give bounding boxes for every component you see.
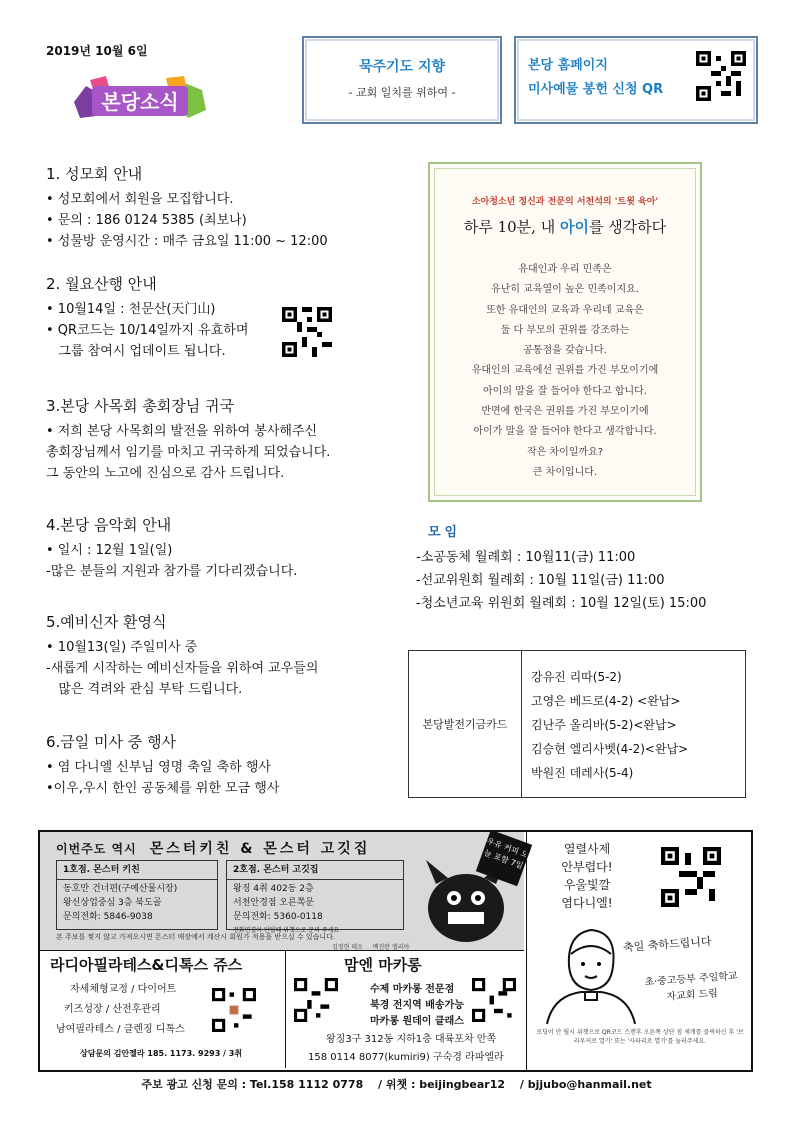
list-item: 강유진 리따(5-2) [531, 670, 622, 684]
parenting-title: 하루 10분, 내 아이를 생각하다 [463, 218, 667, 236]
section-line: • 염 다니엘 신부님 영명 축일 축하 행사 [46, 760, 271, 775]
promo-badge: 우유 커피 오늘 포함 7일 [476, 830, 532, 886]
section-title: 4.본당 음악회 안내 [46, 516, 172, 534]
feast-greeting-from: 초·중고등부 주일학교 자교회 드림 [644, 970, 738, 1003]
ad-footer: 본 주보를 찢지 않고 가져오시면 몬스터 매장에서 계산시 회원가 적용을 받으실 수 있습니다. [56, 933, 336, 941]
list-item: 김승현 엘리사벳(4-2)<완납> [531, 742, 689, 756]
homepage-qr-line2: 미사예물 봉헌 신청 QR [528, 82, 664, 97]
homepage-qr-line1: 본당 홈페이지 [528, 58, 608, 73]
store2-box: 2호점. 몬스터 고깃집 왕징 4취 402동 2층 서천안경점 오른쪽문 문의전화: 5360-0118 전화연결이 안될때 위챗으로 문의 주세요 [226, 860, 404, 930]
section-title: 5.예비신자 환영식 [46, 613, 167, 631]
feast-message: 열렬사제 안부렵다! 우울빛깔 염다니엘! [561, 842, 613, 910]
monster-kitchen-ad [40, 832, 530, 951]
development-fund-table [408, 650, 746, 798]
section-line: 그 동안의 노고에 진심으로 감사 드립니다. [46, 466, 285, 481]
qr-code-icon[interactable] [696, 50, 746, 102]
ad-contact: 상담문의 김안젤라 185. 1173. 9293 / 3취 [80, 1049, 243, 1058]
section-line: -많은 분들의 지원과 참가를 기다리겠습니다. [46, 564, 298, 579]
section-title: 1. 성모회 안내 [46, 165, 143, 183]
ad-contact: 158 0114 8077(kumiri9) 구숙경 라파엘라 [308, 1052, 504, 1063]
feast-qr-code-icon[interactable] [661, 846, 721, 908]
list-item: -선교위원회 월례회 : 10월 11일(금) 11:00 [416, 573, 665, 588]
section-line: • 문의 : 186 0124 5385 (최보나) [46, 213, 247, 228]
section-monday-hiking [46, 274, 386, 362]
parish-news-logo [70, 72, 210, 124]
section-line: • 10월13(일) 주일미사 중 [46, 640, 198, 655]
section-line: • 성물방 운영시간 : 매주 금요일 11:00 ~ 12:00 [46, 234, 328, 249]
list-item: -청소년교육 위원회 월례회 : 10월 12일(토) 15:00 [416, 596, 707, 611]
rosary-intention-title: 묵주기도 지향 [358, 59, 446, 75]
meetings-list [416, 546, 706, 615]
meetings-title: 모임 [428, 525, 462, 540]
homepage-qr-box [514, 36, 758, 124]
macaron-ad: 맘엔 마카롱 수제 마카롱 전문점 북경 전지역 배송가능 마카롱 원데이 클래스 왕징3구 312동 지하1층 대륙포차 안쪽 158 0114 8077(kumiri9) 구숙경 라파엘라 [286, 950, 524, 1068]
section-line: • 성모회에서 회원을 모집합니다. [46, 192, 234, 207]
section-line: 그룹 참여시 업데이트 됩니다. [46, 344, 226, 359]
priest-drawing-icon [541, 916, 641, 1026]
ads-section [38, 830, 753, 1072]
section-line: • 일시 : 12월 1일(일) [46, 543, 173, 558]
pilates-ad: 라디아필라테스&디톡스 쥬스 자세체형교정 / 다이어트 키즈성장 / 산전후관리 남여필라테스 / 클렌징 디톡스 상담문의 김안젤라 185. 1173. 9293 / 3취 [40, 950, 286, 1068]
ad-owner: 김정현 데오 백진란 엘리아 [332, 944, 410, 951]
development-fund-label: 본당발전기금카드 [409, 651, 522, 797]
parenting-column [428, 162, 702, 502]
ad-header: 이번주도 역시 몬스터키친 & 몬스터 고깃집 [56, 841, 371, 857]
ad-title: 라디아필라테스&디톡스 쥬스 [50, 956, 243, 974]
list-item: -소공동체 월례회 : 10월11(금) 11:00 [416, 550, 636, 565]
ad-title: 맘엔 마카롱 [344, 956, 422, 974]
rosary-intention-subtitle: - 교회 일치를 위하여 - [348, 86, 456, 99]
list-item: 김난주 올리바(5-2)<완납> [531, 718, 677, 732]
list-item: 박원진 데레사(5-4) [531, 766, 634, 780]
svg-text:본당소식: 본당소식 [101, 90, 179, 114]
section-title: 2. 월요산행 안내 [46, 275, 157, 293]
section-title: 3.본당 사목회 총회장님 귀국 [46, 397, 235, 415]
ad-inquiry-footer: 주보 광고 신청 문의 : Tel.158 1112 0778 / 위챗 : beijingbear12 / bjjubo@hanmail.net [141, 1078, 652, 1091]
section-line: 많은 격려와 관심 부탁 드립니다. [46, 682, 243, 697]
store1-box: 1호점. 몬스터 키친 동호만 건너편(구예산물시장) 왕신상업중심 3층 북도골 문의전화: 5846-9038 [56, 860, 218, 930]
list-item: 고영은 베드로(4-2) <완납> [531, 694, 681, 708]
qr-instructions: 로딩이 안 될시 위챗으로 QR코드 스캔후 오른쪽 상단 점 세개를 클릭하신 후 '브라우저로 열기' 또는 '사파리로 열기'를 눌러주세요. [536, 1029, 744, 1045]
section-line: • 저희 본당 사목회의 발전을 위하여 봉사해주신 [46, 424, 318, 439]
section-council-president [46, 396, 386, 484]
section-line: 총회장님께서 임기를 마치고 귀국하게 되었습니다. [46, 445, 331, 460]
section-line: • 10월14일 : 천문산(天门山) [46, 302, 216, 317]
parenting-subtitle: 소아청소년 정신과 전문의 서천석의 '트윗 육아' [471, 197, 659, 207]
macaron-qr-code-icon[interactable] [294, 978, 338, 1022]
macaron-qr-code-icon-2[interactable] [472, 978, 516, 1022]
section-line: • QR코드는 10/14일까지 유효하며 [46, 323, 249, 338]
rosary-intention-box [302, 36, 502, 124]
section-concert [46, 515, 386, 582]
section-line: -새롭게 시작하는 예비신자들을 위하여 교우들의 [46, 661, 319, 676]
donor-names [531, 665, 688, 785]
section-line: •이우,우시 한인 공동체를 위한 모금 행사 [46, 781, 280, 796]
section-mass-events [46, 732, 386, 799]
section-rosary-society [46, 164, 386, 252]
hiking-qr-code-icon[interactable] [282, 306, 332, 358]
priest-feast-ad [526, 832, 752, 1070]
section-catechumen-welcome [46, 612, 386, 700]
ad-address: 왕징3구 312동 지하1층 대륙포차 안쪽 [326, 1034, 497, 1045]
pilates-qr-code-icon[interactable] [212, 988, 256, 1032]
feast-greeting: 축일 축하드립니다 [622, 934, 712, 955]
issue-date: 2019년 10월 6일 [46, 44, 148, 58]
section-title: 6.금일 미사 중 행사 [46, 733, 177, 751]
parenting-body: 유대인과 우리 민족은 유난히 교육열이 높은 민족이지요. 또한 유대인의 교육과 우리네 교육은 둘 다 부모의 권위를 강조하는 공통점을 갖습니다. 유대인의 교육에선 권위를 가진 부모이기에 아이의 말을 잘 들어야 한다고 합니다. 반면에 한국은 권위를 가진 부모이기에 아이가 말을 잘 들어야 한다고 생각합니다. 작은 차이일까요? 큰 차이입니다. [471, 264, 659, 478]
